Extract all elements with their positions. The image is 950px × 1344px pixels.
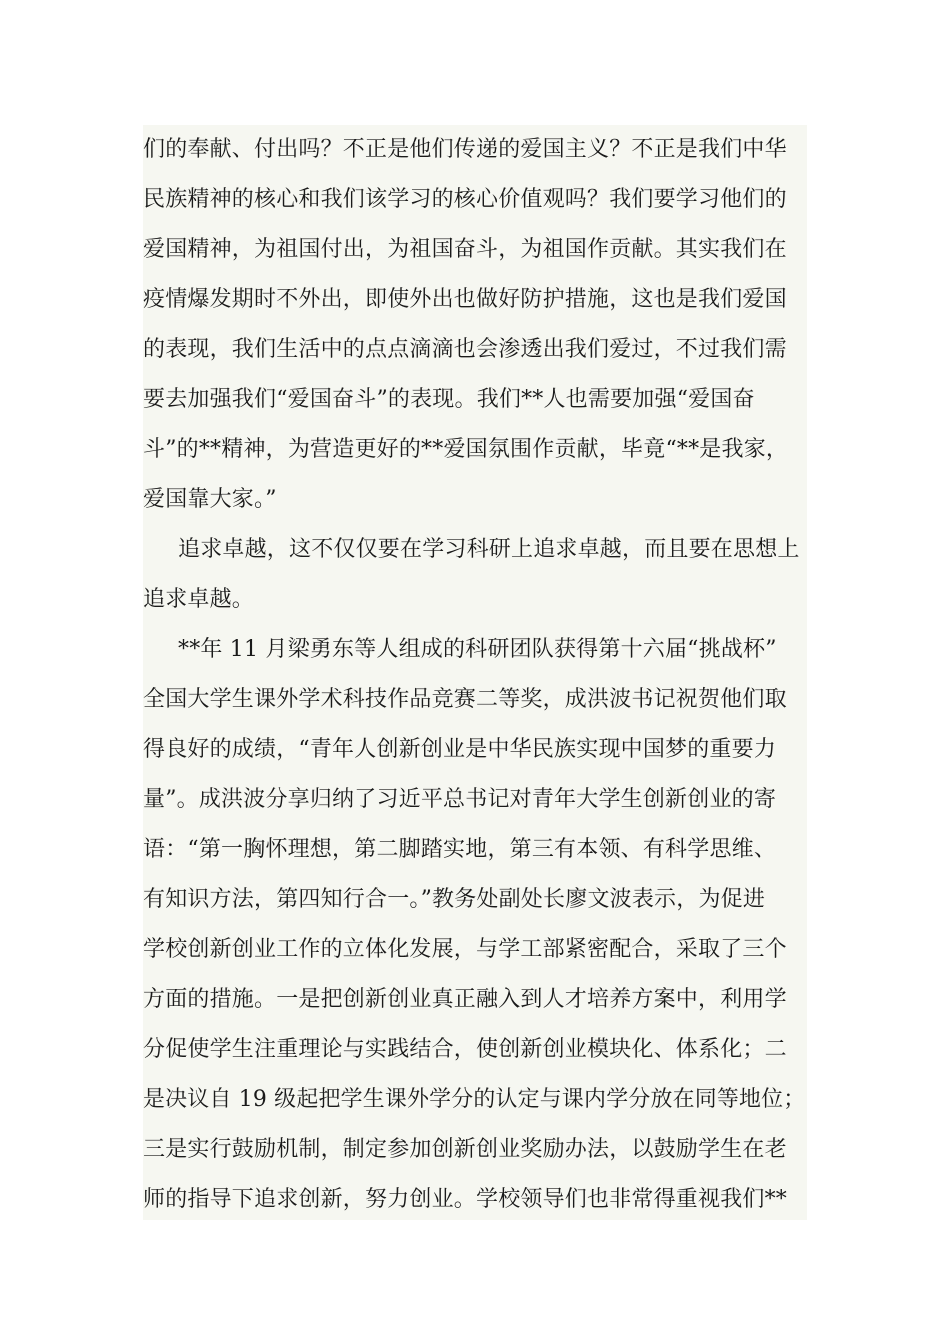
text-line: 量”。成洪波分享归纳了习近平总书记对青年大学生创新创业的寄 bbox=[143, 787, 777, 812]
text-line: 爱国精神，为祖国付出，为祖国奋斗，为祖国作贡献。其实我们在 bbox=[143, 237, 787, 262]
text-line: 要去加强我们“爱国奋斗”的表现。我们**人也需要加强“爱国奋 bbox=[143, 387, 755, 412]
text-line: 学校创新创业工作的立体化发展，与学工部紧密配合，采取了三个 bbox=[143, 937, 787, 962]
text-line: 是决议自 19 级起把学生课外学分的认定与课内学分放在同等地位； bbox=[143, 1087, 806, 1112]
text-line: 有知识方法，第四知行合一。”教务处副处长廖文波表示，为促进 bbox=[143, 887, 766, 912]
text-line: 得良好的成绩，“青年人创新创业是中华民族实现中国梦的重要力 bbox=[143, 737, 777, 762]
text-line: 爱国靠大家。” bbox=[143, 487, 277, 512]
text-line: 师的指导下追求创新，努力创业。学校领导们也非常得重视我们** bbox=[143, 1187, 788, 1212]
text-line: 语：“第一胸怀理想，第二脚踏实地，第三有本领、有科学思维、 bbox=[143, 837, 777, 862]
paragraph-first-line: **年 11 月梁勇东等人组成的科研团队获得第十六届“挑战杯” bbox=[178, 637, 777, 662]
text-line: 全国大学生课外学术科技作品竞赛二等奖，成洪波书记祝贺他们取 bbox=[143, 687, 787, 712]
text-line: 疫情爆发期时不外出，即使外出也做好防护措施，这也是我们爱国 bbox=[143, 287, 787, 312]
text-line: 三是实行鼓励机制，制定参加创新创业奖励办法，以鼓励学生在老 bbox=[143, 1137, 787, 1162]
text-line: 分促使学生注重理论与实践结合，使创新创业模块化、体系化；二 bbox=[143, 1037, 787, 1062]
body-text bbox=[143, 125, 807, 1220]
text-line: 斗”的**精神，为营造更好的**爱国氛围作贡献，毕竟“**是我家， bbox=[143, 437, 789, 462]
paragraph-first-line: 追求卓越，这不仅仅要在学习科研上追求卓越，而且要在思想上 bbox=[178, 537, 800, 562]
text-line: 的表现，我们生活中的点点滴滴也会渗透出我们爱过，不过我们需 bbox=[143, 337, 787, 362]
text-line: 追求卓越。 bbox=[143, 587, 255, 612]
text-line: 们的奉献、付出吗？不正是他们传递的爱国主义？不正是我们中华 bbox=[143, 137, 787, 162]
text-line: 民族精神的核心和我们该学习的核心价值观吗？我们要学习他们的 bbox=[143, 187, 787, 212]
text-line: 方面的措施。一是把创新创业真正融入到人才培养方案中，利用学 bbox=[143, 987, 787, 1012]
